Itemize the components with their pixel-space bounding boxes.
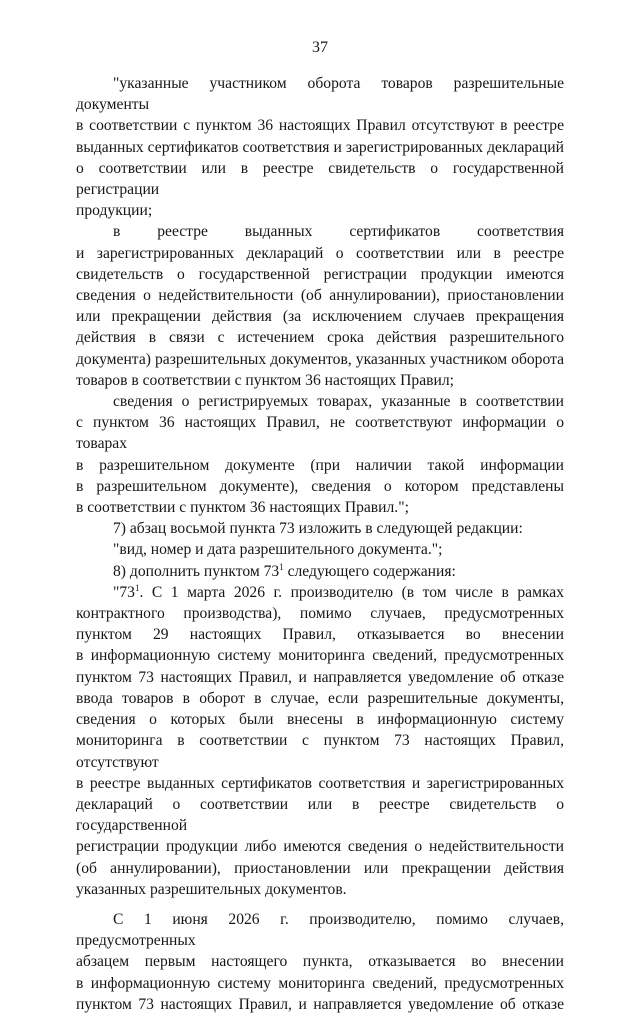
text-line: в реестре выданных сертификатов соответствия bbox=[113, 223, 564, 241]
paragraph-gap bbox=[76, 900, 564, 909]
text-line: пунктом 29 настоящих Правил, отказывается во внесении bbox=[76, 626, 564, 644]
text-line: в разрешительном документе (при наличии такой информации bbox=[76, 456, 564, 474]
item-8-text-end: следующего содержания: bbox=[283, 562, 456, 580]
text-line: сведения о которых были внесены в информационную систему bbox=[76, 711, 564, 729]
text-line: или прекращении действия (за исключением случаев прекращения bbox=[76, 308, 564, 326]
text-line: выданных сертификатов соответствия и зарегистрированных деклараций bbox=[76, 138, 564, 156]
text-line: ввода товаров в оборот в случае, если разрешительные документы, bbox=[76, 689, 564, 707]
text-line: "указанные участником оборота товаров разрешительные документы bbox=[76, 75, 564, 114]
text-line: указанных разрешительных документов. bbox=[76, 880, 347, 898]
paragraph-clause-73-1 bbox=[76, 582, 564, 900]
text-line: пунктом 73 настоящих Правил, и направляется уведомление об отказе bbox=[76, 995, 564, 1013]
paragraph-invalidity-info bbox=[76, 221, 564, 391]
text-line: в реестре выданных сертификатов соответствия и зарегистрированных bbox=[76, 774, 564, 792]
paragraph-item-8 bbox=[76, 561, 564, 582]
paragraph-permit-details bbox=[76, 539, 564, 560]
text-line: (об аннулировании), приостановлении или прекращении действия bbox=[76, 859, 564, 877]
document-body bbox=[76, 73, 564, 1015]
paragraph-permits-missing bbox=[76, 73, 564, 221]
text-line: регистрации продукции либо имеются сведения о недействительности bbox=[76, 838, 564, 856]
text-line: пунктом 73 настоящих Правил, и направляется уведомление об отказе bbox=[76, 668, 564, 686]
text-line: 7) абзац восьмой пункта 73 изложить в следующей редакции: bbox=[113, 520, 523, 538]
text-line: свидетельств о государственной регистрации продукции имеются bbox=[76, 265, 564, 283]
text-line: "вид, номер и дата разрешительного документа."; bbox=[113, 541, 443, 559]
paragraph-goods-mismatch bbox=[76, 391, 564, 518]
page-number: 37 bbox=[312, 39, 328, 56]
paragraph-item-7 bbox=[76, 518, 564, 539]
paragraph-june-2026 bbox=[76, 909, 564, 1015]
clause-number: "73 bbox=[113, 583, 135, 601]
item-8-text: 8) дополнить пунктом 73 bbox=[113, 562, 280, 580]
text-line: в информационную систему мониторинга сведений, предусмотренных bbox=[76, 974, 564, 992]
text-line: товаров в соответствии с пунктом 36 настоящих Правил; bbox=[76, 371, 454, 389]
superscript-index: 1 bbox=[279, 561, 284, 572]
text-line: документа) разрешительных документов, указанных участником оборота bbox=[76, 350, 564, 368]
text-line: в разрешительном документе), сведения о котором представлены bbox=[76, 477, 564, 495]
text-line bbox=[76, 561, 564, 582]
text-line: мониторинга в соответствии с пунктом 73 настоящих Правил, отсутствуют bbox=[76, 732, 564, 771]
text-line: в соответствии с пунктом 36 настоящих Правил отсутствуют в реестре bbox=[76, 117, 564, 135]
text-line: о соответствии или в реестре свидетельств о государственной регистрации bbox=[76, 159, 564, 199]
text-line: С 1 июня 2026 г. производителю, помимо случаев, предусмотренных bbox=[76, 910, 564, 950]
superscript-index: 1 bbox=[134, 582, 140, 593]
text-line: контрактного производства), помимо случаев, предусмотренных bbox=[76, 605, 564, 623]
text-line: действия в связи с истечением срока действия разрешительного bbox=[76, 329, 564, 347]
text-line: продукции; bbox=[76, 202, 153, 220]
text-line: деклараций о соответствии или в реестре свидетельств о государственной bbox=[76, 795, 564, 835]
text-line: в соответствии с пунктом 36 настоящих Правил."; bbox=[76, 499, 409, 517]
text-line bbox=[76, 582, 564, 603]
text-line: с пунктом 36 настоящих Правил, не соответствуют информации о товарах bbox=[76, 414, 564, 453]
clause-text: . С 1 марта 2026 г. производителю (в том числе в рамках bbox=[139, 583, 564, 601]
text-line: сведения о недействительности (об аннулировании), приостановлении bbox=[76, 287, 564, 305]
text-line: сведения о регистрируемых товарах, указанные в соответствии bbox=[113, 393, 564, 411]
text-line: и зарегистрированных деклараций о соответствии или в реестре bbox=[76, 244, 564, 262]
text-line: в информационную систему мониторинга сведений, предусмотренных bbox=[76, 647, 564, 665]
text-line: абзацем первым настоящего пункта, отказывается во внесении bbox=[76, 953, 564, 971]
